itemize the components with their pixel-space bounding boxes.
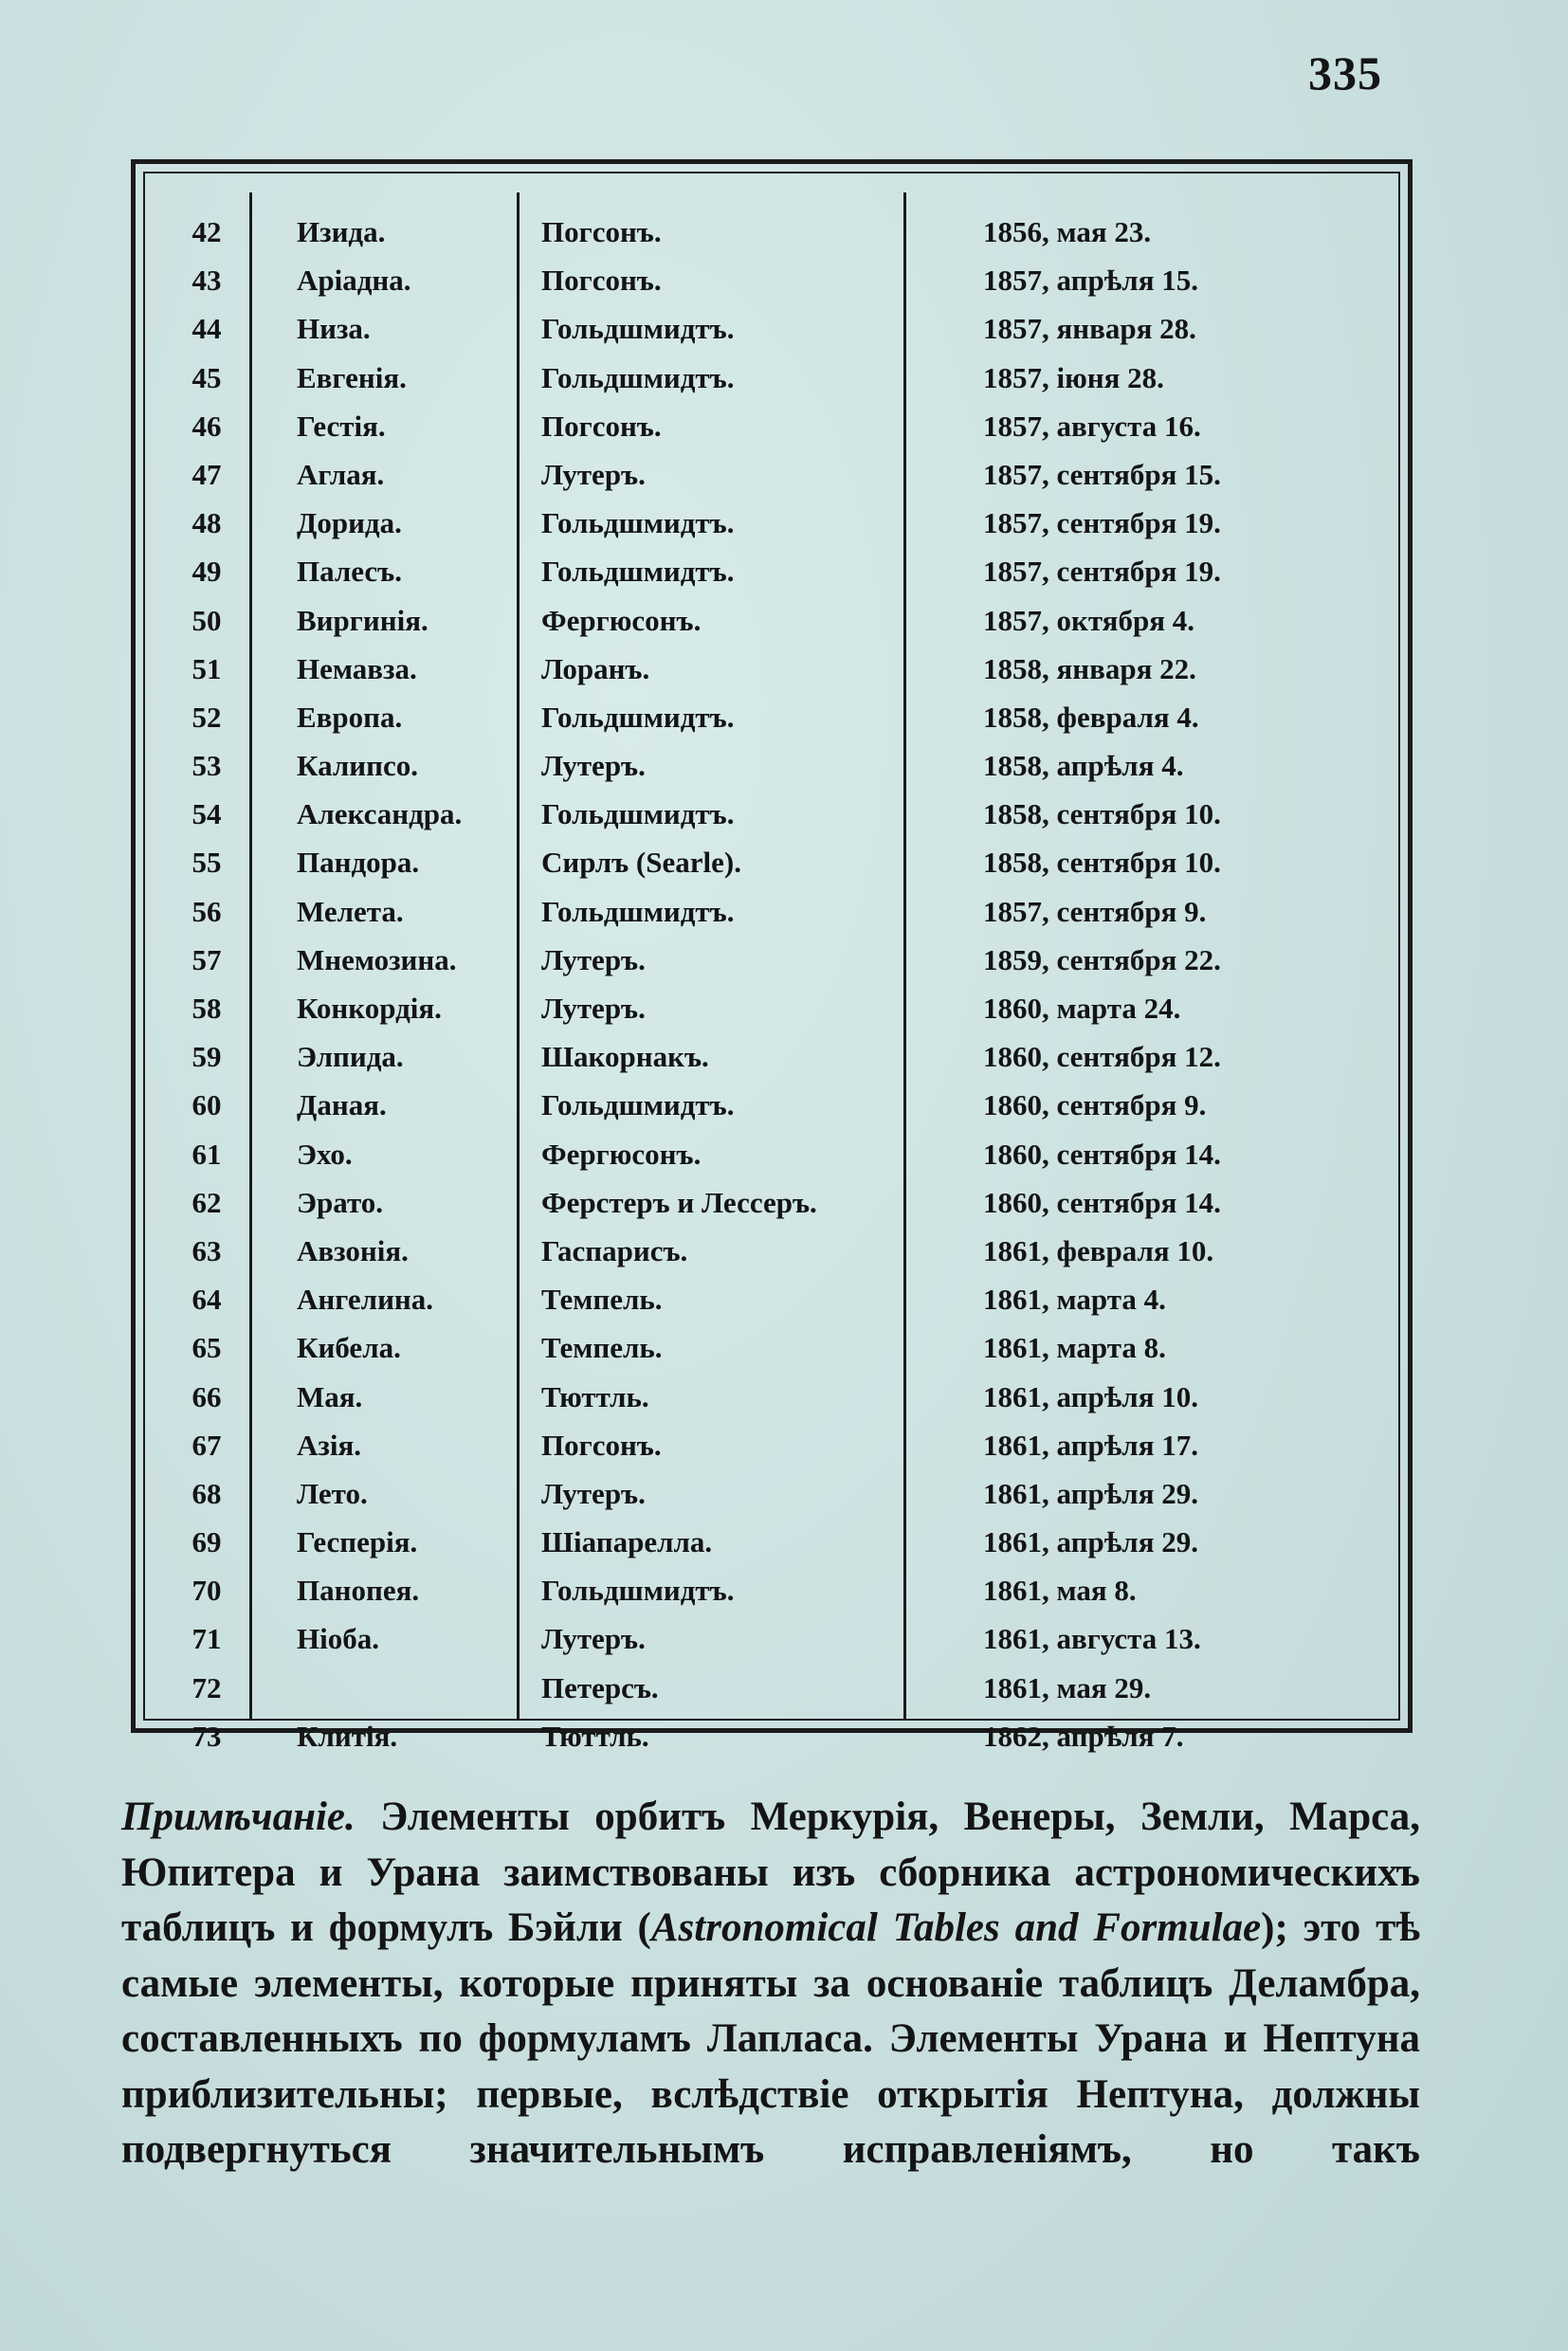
table-row: [145, 1712, 1398, 1760]
discoverer-name: Темпель.: [541, 1283, 663, 1317]
discovery-date: 1862, апрѣля 7.: [983, 1719, 1184, 1753]
discovery-date: 1857, апрѣля 15.: [983, 264, 1198, 298]
table-row: [145, 741, 1398, 790]
asteroid-name: Изида.: [297, 215, 386, 248]
table-row: [145, 838, 1398, 886]
discovery-date: 1857, сентября 15.: [983, 457, 1221, 491]
table-row: [145, 1081, 1398, 1129]
row-number: 73: [191, 1719, 222, 1753]
discoverer-name: Погсонъ.: [541, 1428, 662, 1462]
discovery-date: 1860, сентября 9.: [983, 1088, 1207, 1122]
row-number: 70: [191, 1574, 222, 1608]
discoverer-name: Гольдшмидтъ.: [541, 312, 735, 346]
row-number: 53: [191, 749, 222, 783]
table-row: [145, 256, 1398, 304]
row-number: 61: [191, 1137, 222, 1171]
discoverer-name: Гольдшмидтъ.: [541, 1088, 735, 1122]
discoverer-name: Гольдшмидтъ.: [541, 797, 735, 831]
asteroid-name: Эрато.: [297, 1185, 384, 1219]
discoverer-name: Гольдшмидтъ.: [541, 1574, 735, 1608]
table-row: [145, 354, 1398, 402]
row-number: 52: [191, 700, 222, 734]
row-number: 59: [191, 1040, 222, 1074]
discovery-date: 1860, сентября 12.: [983, 1040, 1221, 1074]
asteroid-name: Эхо.: [297, 1137, 353, 1171]
asteroid-name: Мнемозина.: [297, 942, 457, 976]
row-number: 48: [191, 506, 222, 540]
table-row: [145, 596, 1398, 645]
table-row: [145, 1469, 1398, 1518]
discovery-date: 1858, сентября 10.: [983, 846, 1221, 880]
discoverer-name: Гольдшмидтъ.: [541, 700, 735, 734]
discovery-date: 1860, сентября 14.: [983, 1185, 1221, 1219]
table-row: [145, 402, 1398, 450]
row-number: 50: [191, 603, 222, 637]
discovery-date: 1861, апрѣля 29.: [983, 1525, 1198, 1559]
table-row: [145, 887, 1398, 936]
discoverer-name: Фергюсонъ.: [541, 603, 702, 637]
asteroid-name: Немавза.: [297, 651, 417, 685]
discoverer-name: Лутеръ.: [541, 749, 646, 783]
row-number: 58: [191, 992, 222, 1025]
row-number: 43: [191, 264, 222, 298]
row-number: 60: [191, 1088, 222, 1122]
note-paragraph: [121, 1790, 1420, 2178]
discovery-date: 1860, сентября 14.: [983, 1137, 1221, 1171]
table-row: [145, 1227, 1398, 1275]
discovery-date: 1861, марта 8.: [983, 1331, 1166, 1365]
table-row: [145, 1178, 1398, 1227]
discoverer-name: Гольдшмидтъ.: [541, 506, 735, 540]
table-row: [145, 1421, 1398, 1469]
table-inner-border: [143, 172, 1400, 1753]
row-number: 66: [191, 1379, 222, 1413]
discoverer-name: Сирлъ (Searle).: [541, 846, 741, 880]
asteroid-name: Палесъ.: [297, 555, 402, 589]
table-row: [145, 693, 1398, 741]
discoverer-name: Тюттль.: [541, 1719, 649, 1753]
discoverer-name: Лутеръ.: [541, 1622, 646, 1656]
table-row: [145, 790, 1398, 838]
discovery-date: 1857, іюня 28.: [983, 360, 1164, 394]
asteroid-name: Виргинія.: [297, 603, 428, 637]
table-row: [145, 936, 1398, 984]
row-number: 44: [191, 312, 222, 346]
row-number: 54: [191, 797, 222, 831]
table-row: [145, 208, 1398, 256]
asteroid-name: Европа.: [297, 700, 403, 734]
discoverer-name: Погсонъ.: [541, 215, 662, 248]
row-number: 69: [191, 1525, 222, 1559]
discovery-date: 1859, сентября 22.: [983, 942, 1221, 976]
table-row: [145, 1323, 1398, 1372]
discovery-date: 1857, сентября 19.: [983, 555, 1221, 589]
discoverer-name: Лутеръ.: [541, 942, 646, 976]
table-row: [145, 499, 1398, 547]
row-number: 57: [191, 942, 222, 976]
asteroid-name: Лето.: [297, 1476, 368, 1510]
discovery-date: 1858, февраля 4.: [983, 700, 1199, 734]
row-number: 42: [191, 215, 222, 248]
page-number: 335: [1308, 46, 1382, 100]
discovery-date: 1861, апрѣля 29.: [983, 1476, 1198, 1510]
asteroid-name: Даная.: [297, 1088, 387, 1122]
asteroid-name: Ніоба.: [297, 1622, 379, 1656]
row-number: 64: [191, 1283, 222, 1317]
row-number: 71: [191, 1622, 222, 1656]
asteroid-name: Авзонія.: [297, 1233, 409, 1267]
table-row: [145, 304, 1398, 353]
row-number: 63: [191, 1233, 222, 1267]
asteroid-name: Низа.: [297, 312, 371, 346]
discovery-date: 1858, сентября 10.: [983, 797, 1221, 831]
table-row: [145, 450, 1398, 499]
discoverer-name: Тюттль.: [541, 1379, 649, 1413]
row-number: 62: [191, 1185, 222, 1219]
discovery-date: 1860, марта 24.: [983, 992, 1181, 1025]
discovery-date: 1857, января 28.: [983, 312, 1196, 346]
discoverer-name: Шакорнакъ.: [541, 1040, 709, 1074]
asteroid-name: Конкордія.: [297, 992, 442, 1025]
discoverer-name: Лутеръ.: [541, 457, 646, 491]
asteroid-name: Александра.: [297, 797, 463, 831]
asteroid-name: Клитія.: [297, 1719, 398, 1753]
discoverer-name: Лоранъ.: [541, 651, 650, 685]
discovery-date: 1861, августа 13.: [983, 1622, 1201, 1656]
table-row: [145, 645, 1398, 693]
table-row: [145, 547, 1398, 595]
table-row: [145, 1614, 1398, 1663]
asteroid-name: Аріадна.: [297, 264, 411, 298]
note-text-part-2: ); это тѣ самые элементы, которые приняты за основаніе таблицъ Деламбра, составленныхъ по формуламъ Лапласа. Элементы Урана и Нептуна приблизительны; первые, вслѣдствіе открытія Нептуна, должны подвергнуться значительнымъ исправленіямъ, но такъ: [121, 1905, 1420, 2172]
discovery-date: 1861, февраля 10.: [983, 1233, 1214, 1267]
asteroid-name: Панопея.: [297, 1574, 420, 1608]
note-title: Примѣчаніе.: [121, 1795, 381, 1839]
discoverer-name: Петерсъ.: [541, 1670, 659, 1704]
row-number: 68: [191, 1476, 222, 1510]
asteroid-name: Кибела.: [297, 1331, 401, 1365]
table-row: [145, 1373, 1398, 1421]
table-rows: [145, 208, 1398, 1760]
asteroid-name: Аглая.: [297, 457, 385, 491]
discovery-date: 1861, мая 8.: [983, 1574, 1137, 1608]
asteroid-name: Мелета.: [297, 894, 404, 928]
note-text-part-1: Элементы орбитъ Меркурія, Венеры, Земли, Марса, Юпитера и Урана заимствованы изъ сборника астрономическихъ таблицъ и формулъ Бэйли (: [121, 1795, 1420, 1950]
table-row: [145, 1664, 1398, 1712]
row-number: 46: [191, 409, 222, 443]
asteroid-name: Калипсо.: [297, 749, 418, 783]
asteroid-name: Ангелина.: [297, 1283, 434, 1317]
discovery-date: 1861, апрѣля 10.: [983, 1379, 1198, 1413]
row-number: 72: [191, 1670, 222, 1704]
asteroid-name: Дорида.: [297, 506, 402, 540]
discoverer-name: Ферстеръ и Лессеръ.: [541, 1185, 817, 1219]
discoverer-name: Гольдшмидтъ.: [541, 894, 735, 928]
row-number: 65: [191, 1331, 222, 1365]
asteroid-table: [131, 159, 1413, 1753]
discoverer-name: Погсонъ.: [541, 409, 662, 443]
discovery-date: 1858, апрѣля 4.: [983, 749, 1184, 783]
row-number: 45: [191, 360, 222, 394]
table-row: [145, 984, 1398, 1032]
table-row: [145, 1566, 1398, 1614]
table-row: [145, 1032, 1398, 1081]
asteroid-name: Элпида.: [297, 1040, 404, 1074]
discoverer-name: Гольдшмидтъ.: [541, 360, 735, 394]
discoverer-name: Лутеръ.: [541, 992, 646, 1025]
discoverer-name: Погсонъ.: [541, 264, 662, 298]
discoverer-name: Шіапарелла.: [541, 1525, 713, 1559]
note-english-title: Astronomical Tables and Formulae: [650, 1905, 1262, 1950]
asteroid-name: Гесперія.: [297, 1525, 418, 1559]
discovery-date: 1861, марта 4.: [983, 1283, 1166, 1317]
discovery-date: 1857, сентября 9.: [983, 894, 1207, 928]
asteroid-name: Евгенія.: [297, 360, 407, 394]
discovery-date: 1861, мая 29.: [983, 1670, 1152, 1704]
row-number: 49: [191, 555, 222, 589]
row-number: 67: [191, 1428, 222, 1462]
discovery-date: 1857, сентября 19.: [983, 506, 1221, 540]
discovery-date: 1856, мая 23.: [983, 215, 1152, 248]
table-row: [145, 1130, 1398, 1178]
asteroid-name: Мая.: [297, 1379, 363, 1413]
discovery-date: 1857, октября 4.: [983, 603, 1194, 637]
discoverer-name: Темпель.: [541, 1331, 663, 1365]
asteroid-name: Гестія.: [297, 409, 386, 443]
discoverer-name: Фергюсонъ.: [541, 1137, 702, 1171]
discovery-date: 1857, августа 16.: [983, 409, 1201, 443]
asteroid-name: Азія.: [297, 1428, 361, 1462]
discoverer-name: Лутеръ.: [541, 1476, 646, 1510]
row-number: 51: [191, 651, 222, 685]
row-number: 56: [191, 894, 222, 928]
table-row: [145, 1518, 1398, 1566]
discoverer-name: Гаспарисъ.: [541, 1233, 688, 1267]
row-number: 55: [191, 846, 222, 880]
discovery-date: 1861, апрѣля 17.: [983, 1428, 1198, 1462]
discovery-date: 1858, января 22.: [983, 651, 1196, 685]
discoverer-name: Гольдшмидтъ.: [541, 555, 735, 589]
row-number: 47: [191, 457, 222, 491]
table-row: [145, 1275, 1398, 1323]
asteroid-name: Пандора.: [297, 846, 420, 880]
